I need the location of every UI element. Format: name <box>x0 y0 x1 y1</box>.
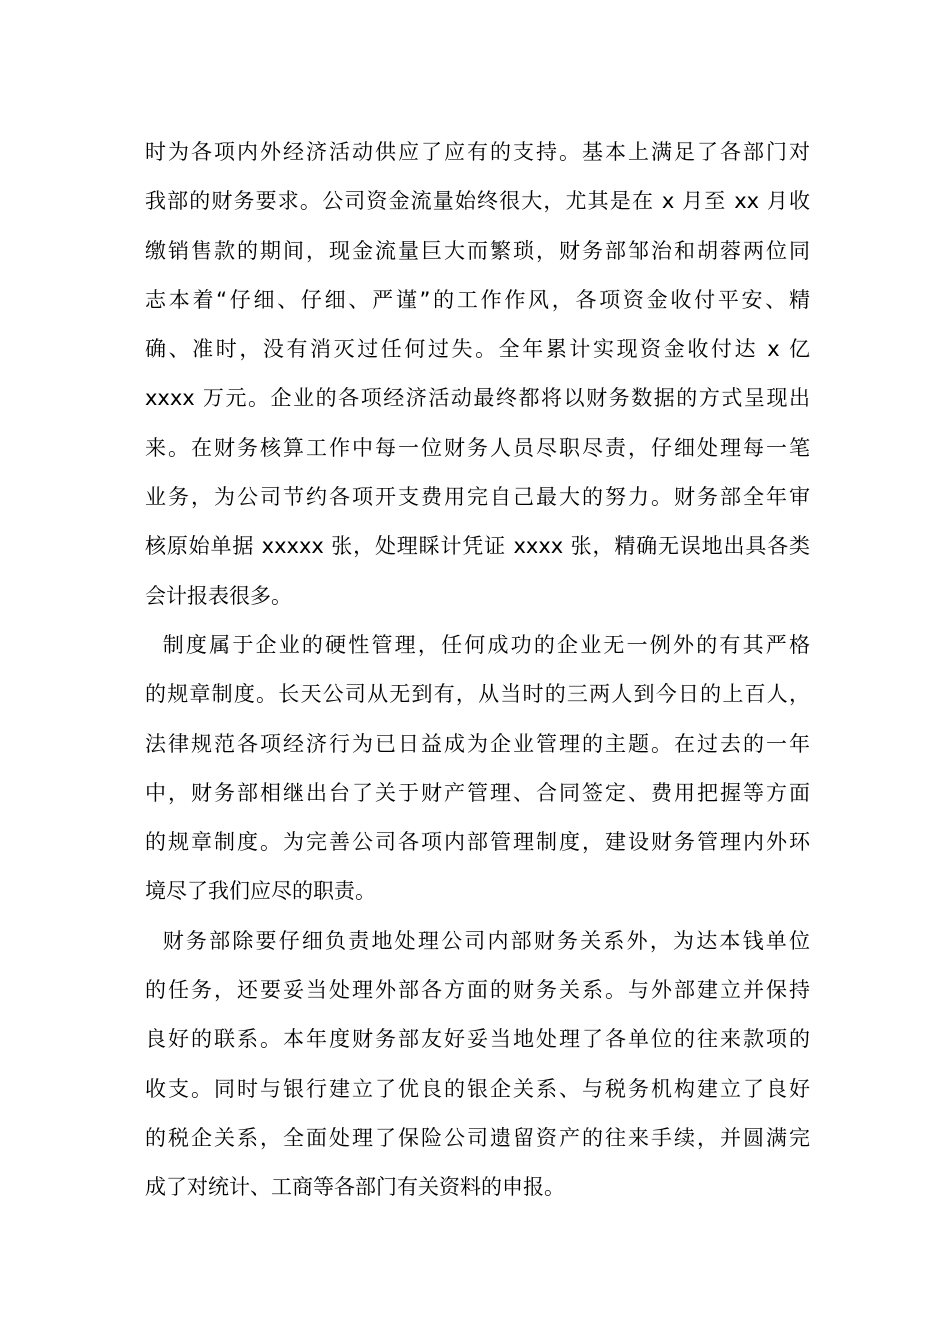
paragraph-finance-operations <box>145 128 810 621</box>
text-line: 会计报表很多。 <box>145 583 292 608</box>
text-line: 的规章制度。长天公司从无到有，从当时的三两人到今日的上百人， <box>145 682 810 707</box>
text-line: 制度属于企业的硬性管理，任何成功的企业无一例外的有其严格 <box>145 632 810 657</box>
text-line: 来。在财务核算工作中每一位财务人员尽职尽责，仔细处理每一笔 <box>145 435 810 460</box>
text-line: 法律规范各项经济行为已日益成为企业管理的主题。在过去的一年 <box>145 731 810 756</box>
text-line: 成了对统计、工商等各部门有关资料的申报。 <box>145 1175 565 1200</box>
text-line: 时为各项内外经济活动供应了应有的支持。基本上满足了各部门对 <box>145 140 810 164</box>
text-line: 财务部除要仔细负责地处理公司内部财务关系外，为达本钱单位 <box>145 928 810 953</box>
paragraph-external-relations <box>145 917 810 1213</box>
text-line: 的税企关系，全面处理了保险公司遗留资产的往来手续，并圆满完 <box>145 1125 810 1150</box>
text-line: 中，财务部相继出台了关于财产管理、合同签定、费用把握等方面 <box>145 780 810 805</box>
text-line: 缴销售款的期间，现金流量巨大而繁琐，财务部邹治和胡蓉两位同 <box>145 238 810 263</box>
text-line: 的任务，还要妥当处理外部各方面的财务关系。与外部建立并保持 <box>145 978 810 1003</box>
text-line: 的规章制度。为完善公司各项内部管理制度，建设财务管理内外环 <box>145 830 810 855</box>
text-line: xxxx 万元。企业的各项经济活动最终都将以财务数据的方式呈现出 <box>145 386 810 411</box>
text-line: 业务，为公司节约各项开支费用完自己最大的努力。财务部全年审 <box>145 485 810 510</box>
text-line: 良好的联系。本年度财务部友好妥当地处理了各单位的往来款项的 <box>145 1027 810 1052</box>
text-line: 我部的财务要求。公司资金流量始终很大，尤其是在 x 月至 xx 月收 <box>145 189 810 214</box>
text-line: 境尽了我们应尽的职责。 <box>145 879 376 904</box>
paragraph-regulations <box>145 621 810 917</box>
text-line: 志本着“仔细、仔细、严谨”的工作作风，各项资金收付平安、精 <box>145 287 810 312</box>
text-line: 确、准时，没有消灭过任何过失。全年累计实现资金收付达 x 亿 <box>145 337 810 362</box>
document-body <box>145 128 810 1213</box>
text-line: 收支。同时与银行建立了优良的银企关系、与税务机构建立了良好 <box>145 1076 810 1101</box>
text-line: 核原始单据 xxxxx 张，处理睬计凭证 xxxx 张，精确无误地出具各类 <box>145 534 810 559</box>
